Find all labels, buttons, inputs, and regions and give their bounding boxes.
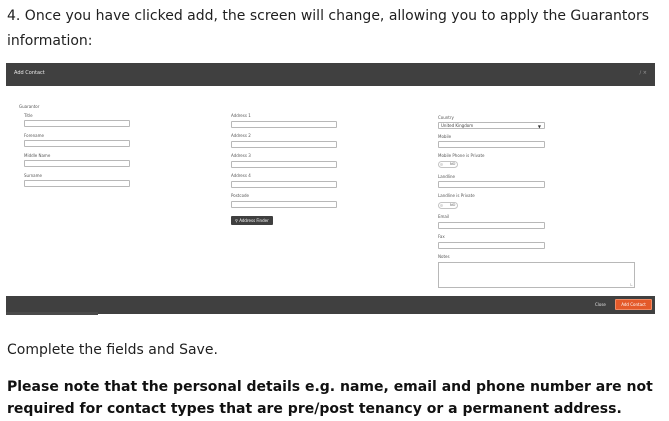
- complete-paragraph: Complete the fields and Save.: [7, 342, 218, 358]
- email-label: Email: [438, 214, 450, 219]
- notes-textarea[interactable]: [438, 262, 635, 288]
- address1-input[interactable]: [231, 121, 337, 128]
- address2-input[interactable]: [231, 141, 337, 148]
- expand-close-icon[interactable]: ∕ ×: [639, 70, 647, 76]
- add-contact-screenshot: [6, 63, 655, 314]
- surname-input[interactable]: [24, 180, 130, 187]
- address1-label: Address 1: [231, 113, 251, 118]
- close-button[interactable]: Close: [595, 302, 606, 307]
- landline-private-toggle[interactable]: [438, 202, 458, 209]
- intro-paragraph: 4. Once you have clicked add, the screen will change, allowing you to apply the Guarantors information:: [7, 8, 649, 49]
- postcode-label: Postcode: [231, 193, 250, 198]
- address2-label: Address 2: [231, 133, 251, 138]
- title-input[interactable]: [24, 120, 130, 127]
- mobile-label: Mobile: [438, 134, 452, 139]
- address4-label: Address 4: [231, 173, 251, 178]
- address-finder-button[interactable]: [231, 216, 273, 225]
- resize-grip-icon[interactable]: ∟: [629, 282, 633, 287]
- surname-label: Surname: [24, 173, 42, 178]
- middle-name-label: Middle Name: [24, 153, 51, 158]
- address-finder-label: Address Finder: [239, 218, 269, 223]
- landline-input[interactable]: [438, 181, 545, 188]
- note-paragraph: Please note that the personal details e.g. name, email and phone number are not required for contact types that are pre/post tenancy or a permanent address.: [7, 379, 653, 417]
- dialog-footer: [6, 296, 655, 314]
- landline-private-value: NO: [450, 203, 456, 207]
- mobile-private-value: NO: [450, 162, 456, 166]
- fax-input[interactable]: [438, 242, 545, 249]
- landline-private-label: Landline is Private: [438, 193, 475, 198]
- email-input[interactable]: [438, 222, 545, 229]
- chevron-down-icon: ▼: [537, 124, 541, 129]
- dialog-header: [6, 63, 655, 86]
- middle-name-input[interactable]: [24, 160, 130, 167]
- forename-input[interactable]: [24, 140, 130, 147]
- forename-label: Forename: [24, 133, 44, 138]
- toggle-knob: [440, 163, 443, 166]
- country-value: United Kingdom: [441, 123, 474, 128]
- mobile-input[interactable]: [438, 141, 545, 148]
- title-label: Title: [24, 113, 33, 118]
- screenshot-bottom-tab: [6, 312, 98, 315]
- fax-label: Fax: [438, 234, 445, 239]
- address3-label: Address 3: [231, 153, 251, 158]
- postcode-input[interactable]: [231, 201, 337, 208]
- address4-input[interactable]: [231, 181, 337, 188]
- search-icon: ⚲: [235, 218, 238, 223]
- mobile-private-toggle[interactable]: [438, 161, 458, 168]
- notes-label: Notes: [438, 254, 450, 259]
- section-label-guarantor: Guarantor: [19, 104, 40, 109]
- dialog-title: Add Contact: [14, 70, 45, 76]
- dialog-body: [6, 86, 655, 296]
- add-contact-button[interactable]: Add Contact: [615, 299, 652, 310]
- landline-label: Landline: [438, 174, 455, 179]
- address3-input[interactable]: [231, 161, 337, 168]
- country-select[interactable]: [438, 122, 545, 129]
- toggle-knob: [440, 204, 443, 207]
- mobile-private-label: Mobile Phone is Private: [438, 153, 485, 158]
- country-label: Country: [438, 115, 454, 120]
